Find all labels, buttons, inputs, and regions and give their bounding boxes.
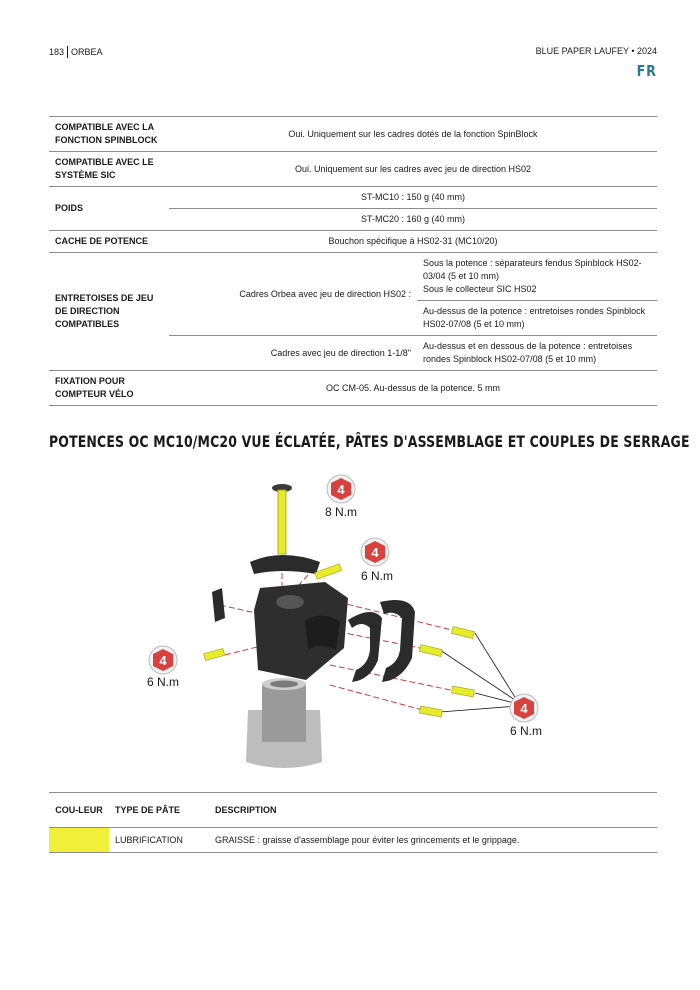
row-label: ENTRETOISES DE JEU DE DIRECTION COMPATIBLES [49, 253, 169, 371]
row-value: OC CM-05. Au-dessus de la potence. 5 mm [169, 371, 657, 406]
torque-badge [510, 694, 542, 738]
row-label: POIDS [49, 187, 169, 231]
row-sublabel: Cadres Orbea avec jeu de direction HS02 : [169, 253, 417, 336]
table-row [49, 828, 657, 853]
page-header-left [49, 46, 103, 58]
row-label: COMPATIBLE AVEC LA FONCTION SPINBLOCK [49, 117, 169, 152]
clamp-half-inner [348, 612, 382, 682]
faceplate-bolts [419, 626, 474, 716]
table-row [49, 371, 657, 406]
table-row [49, 152, 657, 187]
paste-legend-table [49, 792, 657, 853]
table-row [49, 187, 657, 209]
language-badge: FR [636, 62, 657, 80]
header-divider [67, 46, 68, 58]
row-note: Au-dessus de la potence : entretoises rondes Spinblock HS02-07/08 (5 et 10 mm) [417, 301, 657, 336]
row-value: ST-MC20 : 160 g (40 mm) [169, 209, 657, 231]
section-title: POTENCES OC MC10/MC20 VUE ÉCLATÉE, PÂTES D'ASSEMBLAGE ET COUPLES DE SERRAGE [49, 432, 690, 451]
note-line: Sous le collecteur SIC HS02 [423, 284, 537, 294]
column-header-description: DESCRIPTION [209, 793, 657, 828]
legend-header-row [49, 793, 657, 828]
spec-table [49, 116, 657, 406]
row-sublabel: Cadres avec jeu de direction 1-1/8" [169, 336, 417, 371]
torque-value: 6 N.m [509, 724, 543, 738]
table-row [49, 231, 657, 253]
tool-size-label: 4 [337, 482, 345, 497]
tool-size-label: 4 [371, 545, 379, 560]
paste-type: LUBRIFICATION [109, 828, 209, 853]
left-bolt [204, 649, 225, 661]
row-note: Au-dessus et en dessous de la potence : entretoises rondes Spinblock HS02-07/08 (5 et 10 mm) [417, 336, 657, 371]
torque-badge [147, 646, 179, 689]
row-label: COMPATIBLE AVEC LE SYSTÈME SIC [49, 152, 169, 187]
left-plate [212, 588, 225, 622]
top-bolt [272, 484, 292, 554]
stem-clamp-face [305, 615, 340, 650]
callout-lines [440, 633, 518, 712]
stem-top-cap [250, 555, 320, 574]
brand-name: ORBEA [71, 47, 103, 57]
row-value: Oui. Uniquement sur les cadres dotés de la fonction SpinBlock [169, 117, 657, 152]
row-value: Oui. Uniquement sur les cadres avec jeu de direction HS02 [169, 152, 657, 187]
row-label: FIXATION POUR COMPTEUR VÉLO [49, 371, 169, 406]
cap-bolt [315, 564, 342, 579]
page-number: 183 [49, 47, 65, 57]
note-line: Sous la potence : séparateurs fendus Spinblock HS02-03/04 (5 et 10 mm) [423, 258, 642, 281]
row-value: ST-MC10 : 150 g (40 mm) [169, 187, 657, 209]
torque-badge [325, 475, 357, 519]
exploded-view-diagram [130, 470, 560, 780]
torque-badge [361, 538, 393, 583]
bottom-collar [246, 678, 322, 768]
column-header-type: TYPE DE PÂTE [109, 793, 209, 828]
column-header-color: COU-LEUR [49, 793, 109, 828]
paste-description: GRAISSE : graisse d'assemblage pour éviter les grincements et le grippage. [209, 828, 657, 853]
document-title: BLUE PAPER LAUFEY • 2024 [535, 46, 657, 56]
row-note [417, 253, 657, 301]
torque-value: 6 N.m [146, 675, 180, 689]
tool-size-label: 4 [520, 701, 528, 716]
row-label: CACHE DE POTENCE [49, 231, 169, 253]
tool-size-label: 4 [159, 653, 167, 668]
color-swatch [49, 828, 109, 853]
torque-value: 6 N.m [360, 569, 394, 583]
torque-value: 8 N.m [324, 505, 358, 519]
row-value: Bouchon spécifique à HS02-31 (MC10/20) [169, 231, 657, 253]
steerer-bore [276, 595, 304, 609]
table-row [49, 117, 657, 152]
table-row [49, 253, 657, 301]
